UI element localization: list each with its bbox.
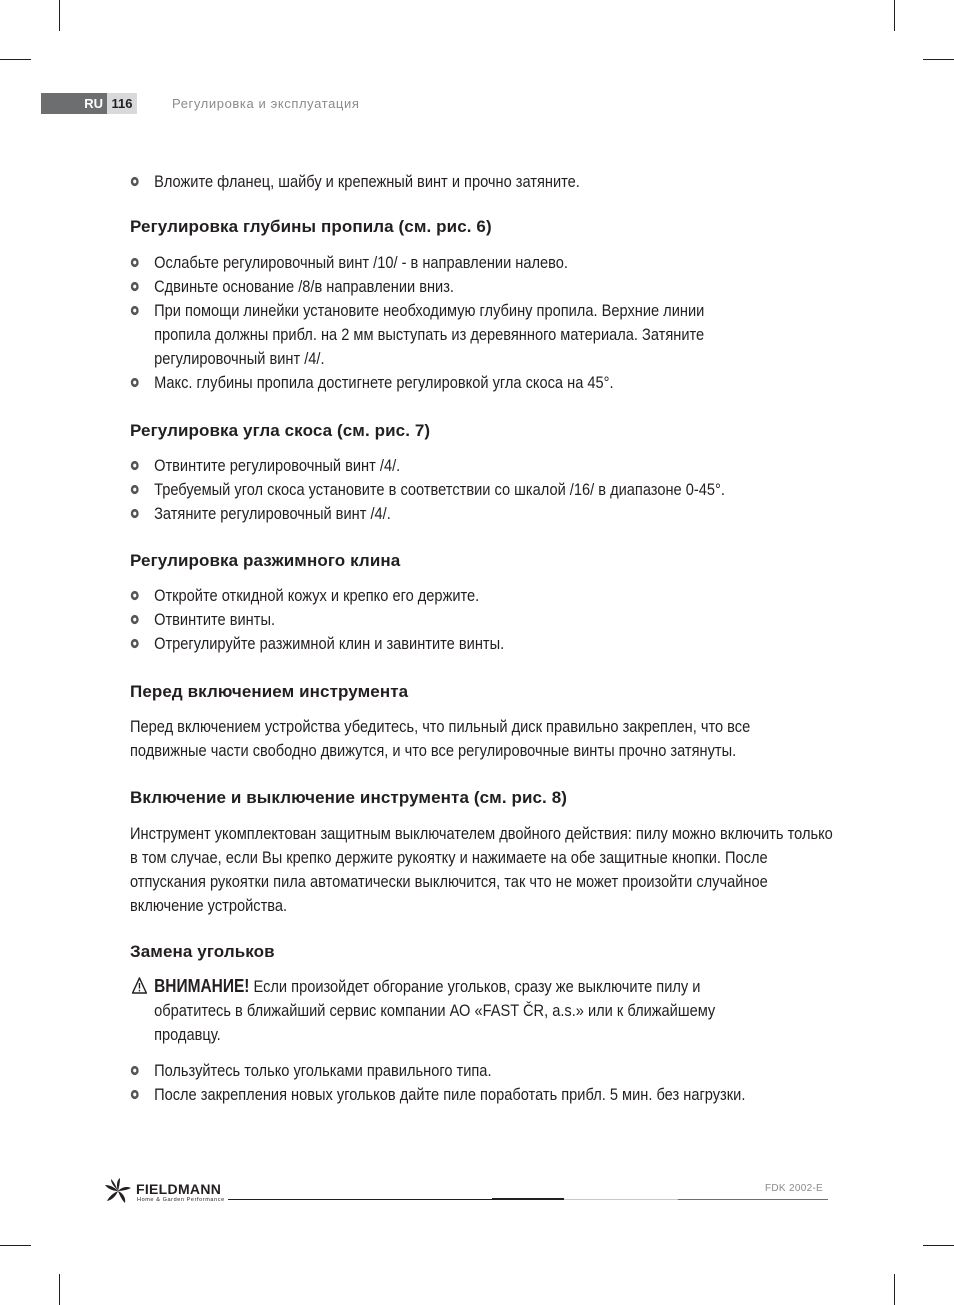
brand-slogan: Home & Garden Performance (137, 1197, 225, 1203)
footer-rule-light (564, 1199, 678, 1200)
list-item: Отвинтите винты. (130, 608, 852, 632)
fieldmann-logo-icon (103, 1176, 133, 1206)
crop-mark (59, 1274, 60, 1305)
list-item: Макс. глубины пропила достигнете регулировкой угла скоса на 45°. (130, 371, 852, 395)
gear-bullet-icon (130, 508, 139, 519)
warning-triangle-icon (132, 977, 147, 994)
intro-list (130, 170, 830, 194)
footer-rule-end (678, 1199, 828, 1200)
model-number: FDK 2002-E (765, 1183, 824, 1194)
heading-depth: Регулировка глубины пропила (см. рис. 6) (130, 217, 492, 236)
list-item: Затяните регулировочный винт /4/. (130, 502, 852, 526)
heading-bevel: Регулировка угла скоса (см. рис. 7) (130, 421, 431, 440)
list-item: Вложите фланец, шайбу и крепежный винт и прочно затяните. (130, 170, 852, 194)
list-item: Откройте откидной кожух и крепко его держите. (130, 584, 852, 608)
paragraph-switch: Инструмент укомплектован защитным выключателем двойного действия: пилу можно включить только в том случае, если Вы крепко держите рукоятку и нажимаете на обе защитные кнопки. После отпускания рукоятки пила автоматически выключится, так что не может произойти случайное включение устройства. (130, 824, 833, 915)
gear-bullet-icon (130, 305, 139, 316)
crop-mark (894, 0, 895, 31)
bevel-list (130, 454, 830, 526)
list-item: Ослабьте регулировочный винт /10/ - в направлении налево. (130, 251, 852, 275)
gear-bullet-icon (130, 257, 139, 268)
heading-before: Перед включением инструмента (130, 682, 409, 701)
section-title: Регулировка и эксплуатация (172, 96, 360, 111)
gear-bullet-icon (130, 614, 139, 625)
list-item: После закрепления новых угольков дайте пиле поработать прибл. 5 мин. без нагрузки. (130, 1083, 876, 1107)
warning-note (130, 974, 780, 1047)
page-number: 116 (107, 93, 137, 114)
list-item: Отрегулируйте разжимной клин и завинтите винты. (130, 632, 852, 656)
list-item: Пользуйтесь только угольками правильного типа. (130, 1059, 852, 1083)
list-item: При помощи линейки установите необходимую глубину пропила. Верхние линии пропила должны прибл. на 2 мм выступать из деревянного материала. Затяните регулировочный винт /4/. (130, 299, 750, 371)
crop-mark (0, 1245, 31, 1246)
crop-mark (894, 1274, 895, 1305)
gear-bullet-icon (130, 176, 139, 187)
paragraph-before: Перед включением устройства убедитесь, что пильный диск правильно закреплен, что все подвижные части свободно движутся, и что все регулировочные винты прочно затянуты. (130, 717, 751, 760)
depth-list (130, 251, 830, 395)
list-item: Отвинтите регулировочный винт /4/. (130, 454, 852, 478)
language-badge: RU (41, 93, 107, 114)
gear-bullet-icon (130, 1089, 139, 1100)
wedge-list (130, 584, 830, 656)
warning-text: Если произойдет обгорание угольков, сразу же выключите пилу и обратитесь в ближайший сервис компании АО «FAST ČR, a.s.» или к ближайшему продавцу. (154, 977, 716, 1044)
heading-brushes: Замена угольков (130, 942, 275, 961)
footer-rule-thick (492, 1198, 564, 1200)
gear-bullet-icon (130, 1065, 139, 1076)
gear-bullet-icon (130, 281, 139, 292)
gear-bullet-icon (130, 590, 139, 601)
gear-bullet-icon (130, 377, 139, 388)
warning-label: ВНИМАНИЕ! (154, 976, 250, 996)
list-item: Требуемый угол скоса установите в соответствии со шкалой /16/ в диапазоне 0-45°. (130, 478, 852, 502)
brand-name: FIELDMANN (136, 1181, 222, 1197)
list-item: Сдвиньте основание /8/в направлении вниз. (130, 275, 852, 299)
crop-mark (0, 59, 31, 60)
gear-bullet-icon (130, 638, 139, 649)
heading-switch: Включение и выключение инструмента (см. рис. 8) (130, 788, 568, 807)
crop-mark (923, 59, 954, 60)
footer-rule (228, 1199, 492, 1200)
gear-bullet-icon (130, 460, 139, 471)
brushes-list (130, 1059, 830, 1107)
gear-bullet-icon (130, 484, 139, 495)
heading-wedge: Регулировка разжимного клина (130, 551, 401, 570)
crop-mark (923, 1245, 954, 1246)
crop-mark (59, 0, 60, 31)
page-content (130, 170, 833, 1107)
